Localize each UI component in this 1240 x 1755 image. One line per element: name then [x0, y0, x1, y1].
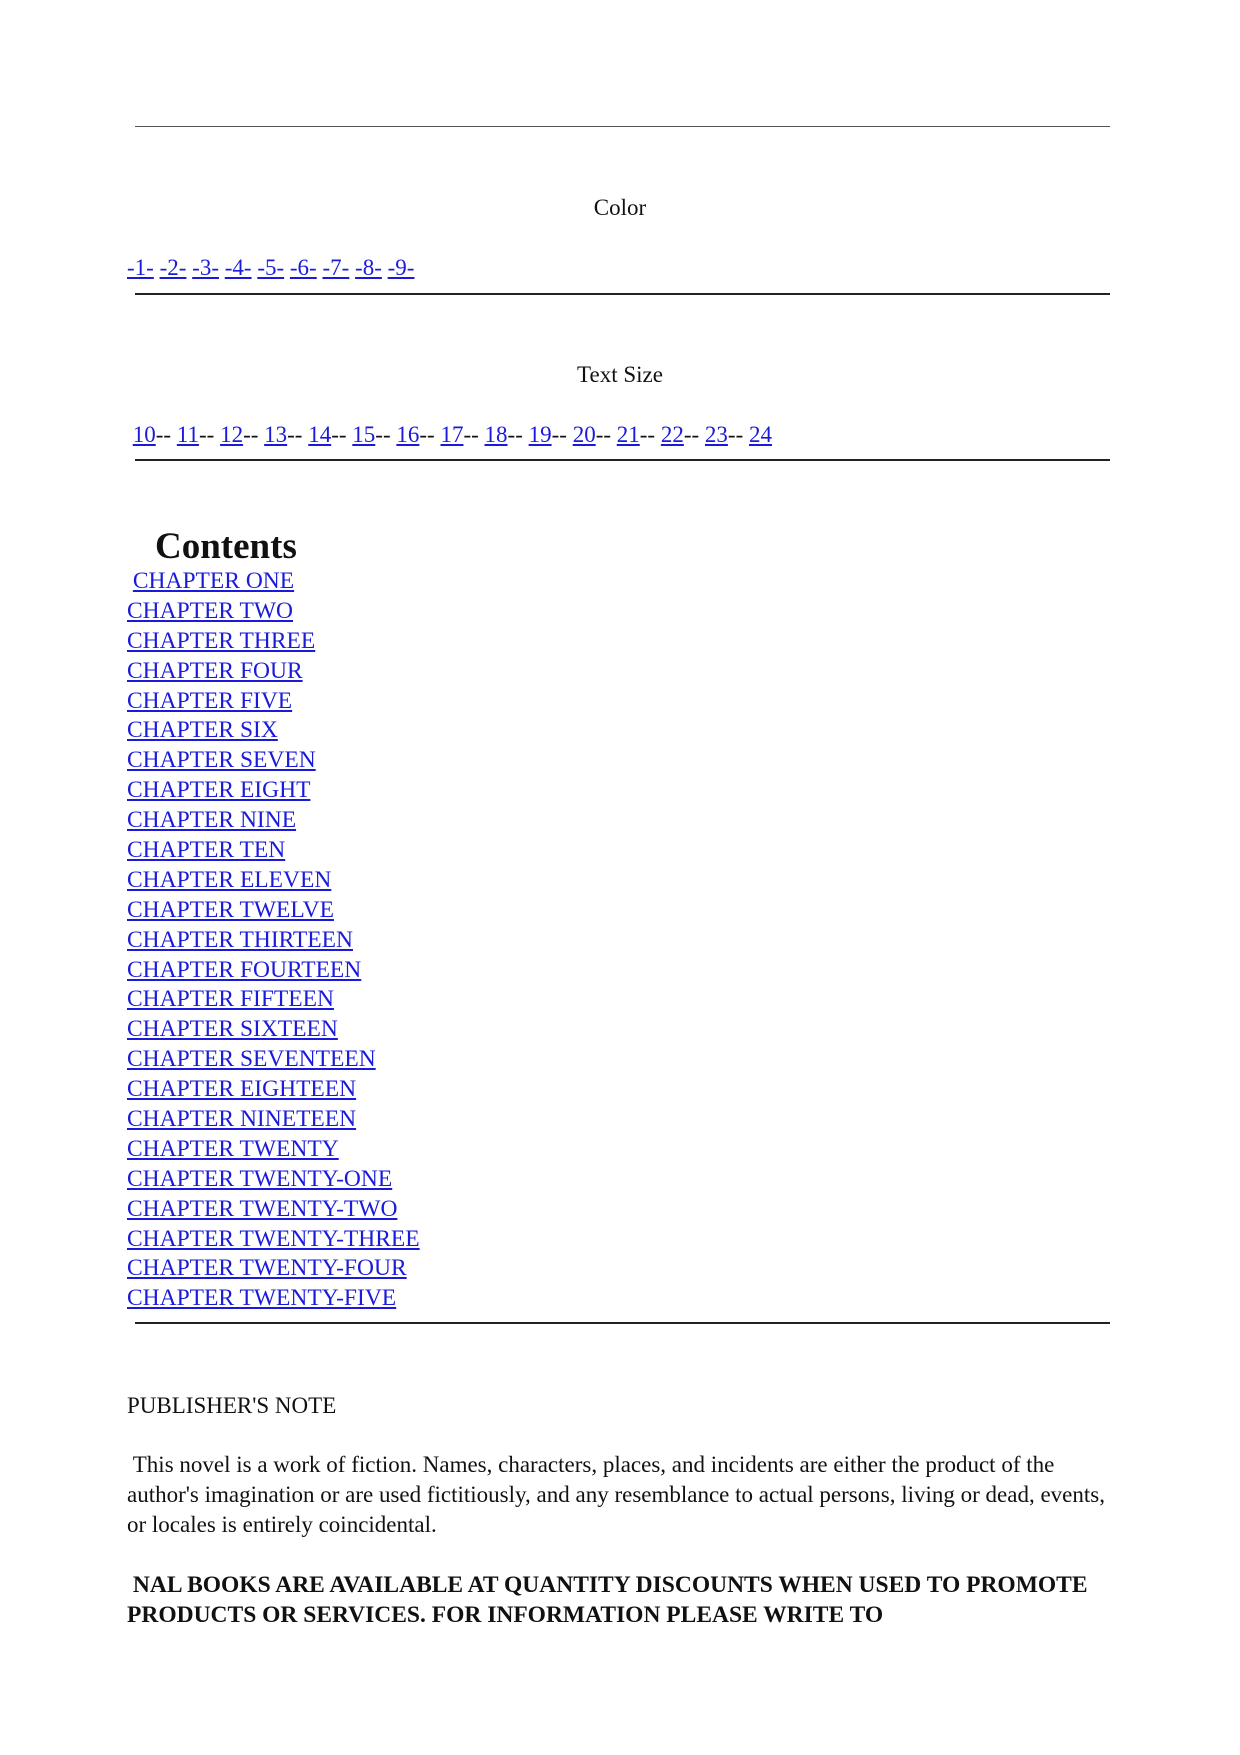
- chapter-list-item: [127, 866, 420, 896]
- chapter-link-5[interactable]: CHAPTER FIVE: [127, 687, 293, 714]
- chapter-link-18[interactable]: CHAPTER EIGHTEEN: [127, 1076, 357, 1103]
- chapter-link-23[interactable]: CHAPTER TWENTY-THREE: [127, 1225, 420, 1252]
- chapter-list-item: [127, 956, 420, 986]
- chapter-link-24[interactable]: CHAPTER TWENTY-FOUR: [127, 1255, 407, 1282]
- chapter-link-2[interactable]: CHAPTER TWO: [127, 597, 294, 624]
- chapter-list-item: [127, 1195, 420, 1225]
- chapter-link-22[interactable]: CHAPTER TWENTY-TWO: [127, 1195, 398, 1222]
- contents-divider: [135, 1322, 1110, 1324]
- chapter-link-25[interactable]: CHAPTER TWENTY-FIVE: [127, 1285, 397, 1312]
- color-link-7[interactable]: -7-: [322, 255, 350, 280]
- color-link-3[interactable]: -3-: [192, 255, 219, 280]
- chapter-list-item: [127, 716, 420, 746]
- chapter-link-10[interactable]: CHAPTER TEN: [127, 837, 286, 864]
- chapter-link-1[interactable]: CHAPTER ONE: [132, 568, 295, 594]
- chapter-link-15[interactable]: CHAPTER FIFTEEN: [127, 986, 334, 1013]
- text-size-separator: --: [551, 422, 567, 447]
- chapter-link-11[interactable]: CHAPTER ELEVEN: [127, 866, 332, 893]
- chapter-link-14[interactable]: CHAPTER FOURTEEN: [127, 956, 362, 983]
- text-size-link-18[interactable]: 18: [484, 422, 508, 447]
- publishers-note-heading: PUBLISHER'S NOTE: [127, 1393, 337, 1418]
- chapter-link-12[interactable]: CHAPTER TWELVE: [127, 896, 334, 923]
- color-link-4[interactable]: -4-: [224, 255, 252, 280]
- color-link-5[interactable]: -5-: [257, 255, 285, 280]
- chapter-list-item: [127, 1015, 420, 1045]
- text-size-link-17[interactable]: 17: [440, 422, 464, 447]
- nal-books-notice: [127, 1570, 1112, 1630]
- text-size-divider: [135, 459, 1110, 461]
- text-size-link-23[interactable]: 23: [704, 422, 728, 447]
- chapter-link-20[interactable]: CHAPTER TWENTY: [127, 1135, 339, 1162]
- text-size-separator: --: [287, 422, 303, 447]
- chapter-list-item: [127, 567, 420, 597]
- chapter-list-item: [127, 985, 420, 1015]
- text-size-separator: --: [375, 422, 391, 447]
- text-size-separator: --: [683, 422, 700, 447]
- chapter-list-item: [127, 687, 420, 717]
- nal-books-notice-text: NAL BOOKS ARE AVAILABLE AT QUANTITY DISCOUNTS WHEN USED TO PROMOTE PRODUCTS OR SERVICES. FOR INFORMATION PLEASE WRITE TO: [127, 1572, 1088, 1628]
- text-size-link-14[interactable]: 14: [308, 422, 332, 447]
- text-size-link-22[interactable]: 22: [660, 422, 684, 447]
- chapter-list-item: [127, 1254, 420, 1284]
- chapter-link-21[interactable]: CHAPTER TWENTY-ONE: [127, 1165, 393, 1192]
- chapter-link-9[interactable]: CHAPTER NINE: [127, 807, 297, 834]
- chapter-link-3[interactable]: CHAPTER THREE: [127, 627, 316, 654]
- text-size-separator: --: [155, 422, 172, 447]
- chapter-list-item: [127, 776, 420, 806]
- chapter-link-16[interactable]: CHAPTER SIXTEEN: [127, 1016, 338, 1043]
- chapter-link-13[interactable]: CHAPTER THIRTEEN: [127, 926, 353, 953]
- chapter-list-item: [127, 1135, 420, 1165]
- color-link-2[interactable]: -2-: [159, 255, 187, 280]
- chapter-list-item: [127, 1284, 420, 1314]
- text-size-separator: --: [243, 422, 259, 447]
- chapter-link-4[interactable]: CHAPTER FOUR: [127, 657, 303, 684]
- chapter-list-item: [127, 1105, 420, 1135]
- text-size-separator: --: [507, 422, 523, 447]
- disclaimer-paragraph: [127, 1450, 1112, 1540]
- text-size-separator: --: [727, 422, 744, 447]
- text-size-link-24[interactable]: 24: [749, 422, 772, 447]
- top-divider: [135, 126, 1110, 127]
- chapter-list-item: [127, 627, 420, 657]
- text-size-link-15[interactable]: 15: [352, 422, 376, 447]
- text-size-separator: --: [595, 422, 612, 447]
- chapter-link-17[interactable]: CHAPTER SEVENTEEN: [127, 1046, 376, 1073]
- text-size-link-16[interactable]: 16: [396, 422, 420, 447]
- chapter-list-item: [127, 1045, 420, 1075]
- color-links-row: [127, 255, 414, 281]
- color-link-8[interactable]: -8-: [355, 255, 382, 280]
- text-size-label: Text Size: [577, 362, 663, 387]
- text-size-link-21[interactable]: 21: [616, 422, 640, 447]
- chapter-list: [127, 567, 420, 1314]
- text-size-link-10[interactable]: 10: [132, 422, 156, 447]
- disclaimer-text: This novel is a work of fiction. Names, characters, places, and incidents are either the product of the author's imagination or are used fictitiously, and any resemblance to actual persons, living or dead, events, or locales is entirely coincidental.: [127, 1452, 1105, 1537]
- color-divider: [135, 293, 1110, 295]
- chapter-list-item: [127, 1225, 420, 1255]
- chapter-link-7[interactable]: CHAPTER SEVEN: [127, 747, 316, 774]
- chapter-list-item: [127, 597, 420, 627]
- chapter-list-item: [127, 1165, 420, 1195]
- text-size-separator: --: [331, 422, 347, 447]
- color-link-6[interactable]: -6-: [289, 255, 317, 280]
- chapter-list-item: [127, 657, 420, 687]
- text-size-separator: --: [198, 422, 215, 447]
- chapter-list-item: [127, 1075, 420, 1105]
- text-size-link-19[interactable]: 19: [528, 422, 552, 447]
- text-size-links-row: [127, 422, 772, 448]
- contents-title: Contents: [155, 526, 297, 567]
- chapter-list-item: [127, 926, 420, 956]
- text-size-link-12[interactable]: 12: [220, 422, 244, 447]
- chapter-list-item: [127, 896, 420, 926]
- chapter-link-8[interactable]: CHAPTER EIGHT: [127, 777, 311, 804]
- text-size-link-13[interactable]: 13: [264, 422, 288, 447]
- text-size-separator: --: [463, 422, 479, 447]
- color-label: Color: [593, 195, 647, 220]
- chapter-list-item: [127, 836, 420, 866]
- color-link-9[interactable]: -9-: [387, 255, 415, 280]
- text-size-separator: --: [639, 422, 656, 447]
- text-size-link-20[interactable]: 20: [572, 422, 596, 447]
- chapter-link-19[interactable]: CHAPTER NINETEEN: [127, 1106, 357, 1133]
- chapter-list-item: [127, 746, 420, 776]
- text-size-link-11[interactable]: 11: [176, 422, 199, 447]
- chapter-link-6[interactable]: CHAPTER SIX: [127, 717, 278, 744]
- text-size-separator: --: [419, 422, 435, 447]
- color-link-1[interactable]: -1-: [127, 255, 154, 280]
- chapter-list-item: [127, 806, 420, 836]
